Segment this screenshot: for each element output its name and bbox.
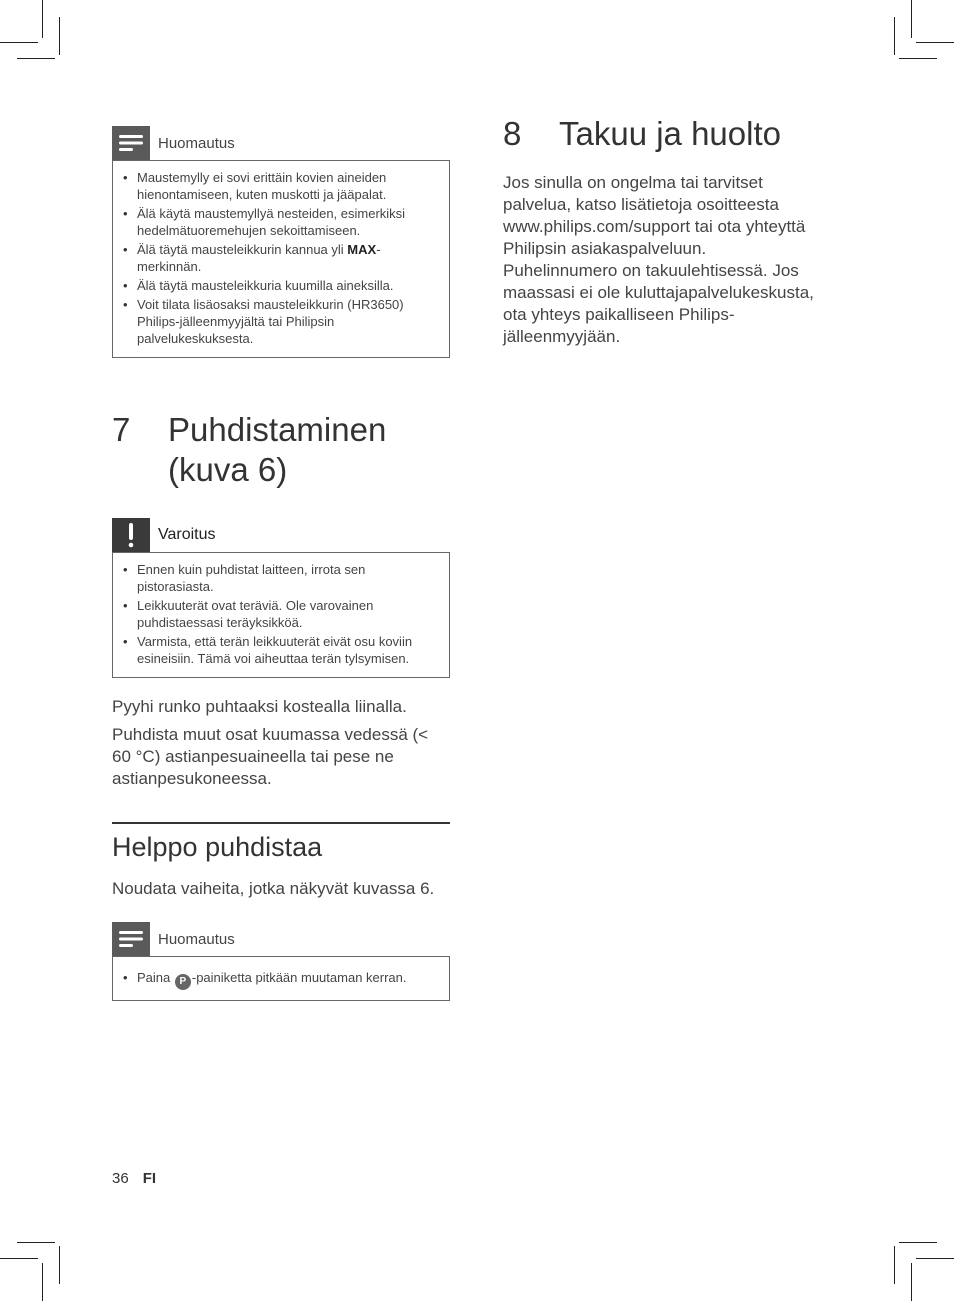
list-item: • Paina P -painiketta pitkään muutaman kerran. [121,969,441,990]
note-title: Huomautus [158,134,235,152]
crop-mark [911,1263,912,1301]
crop-mark [899,58,937,59]
cleaning-text [112,696,450,790]
crop-mark [42,0,43,38]
crop-mark [899,1242,937,1243]
crop-mark [42,1263,43,1301]
warning-title: Varoitus [158,526,216,543]
crop-mark [59,1246,60,1284]
left-column [112,126,450,1001]
warning-callout [112,518,450,678]
section-title: Helppo puhdistaa [112,832,323,862]
crop-mark [916,42,954,43]
warning-box [112,552,450,678]
crop-mark [17,58,55,59]
crop-mark [911,0,912,38]
chapter-7-heading: 7 Puhdistaminen (kuva 6) [112,411,387,488]
crop-mark [59,17,60,55]
exclamation-icon [112,518,150,552]
crop-mark [916,1258,954,1259]
crop-mark [894,1246,895,1284]
list-item: • Leikkuuterät ovat teräviä. Ole varovainen puhdistaessasi teräyksikköä. [121,597,441,631]
right-column [503,114,823,354]
crop-mark [17,1242,55,1243]
note-box [112,956,450,1001]
crop-mark [894,17,895,55]
chapter-8-heading: 8 Takuu ja huolto [503,115,781,152]
language-code: FI [142,1170,157,1187]
paragraph: Jos sinulla on ongelma tai tarvitset palvelua, katso lisätietoja osoitteesta www.philips.com/support tai ota yhteyttä Philipsin asiakaspalveluun. Puhelinnumero on takuulehtisessä. Jos maassasi ei ole kuluttajapalvelukeskusta, ota yhteys paikalliseen Philips-jälleenmyyjään. [503,173,814,346]
crop-mark [0,1258,38,1259]
note-callout [112,922,450,1001]
easy-clean-section [112,822,450,900]
list-item: • Ennen kuin puhdistat laitteen, irrota sen pistorasiasta. [121,561,441,595]
page-footer [112,1170,156,1187]
note-title: Huomautus [158,930,235,948]
list-item: • Älä täytä mausteleikkuria kuumilla aineksilla. [121,277,441,294]
list-item: • Varmista, että terän leikkuuterät eivät osu koviin esineisiin. Tämä voi aiheuttaa terän tylsymisen. [121,633,441,667]
list-item: • Voit tilata lisäosaksi mausteleikkurin (HR3650) Philips-jälleenmyyjältä tai Philipsin palvelukeskuksesta. [121,296,441,347]
list-item: • Älä täytä mausteleikkurin kannua yli MAX-merkinnän. [121,241,441,275]
paragraph: Noudata vaiheita, jotka näkyvät kuvassa 6. [112,879,435,898]
note-callout [112,126,450,358]
list-item: • Älä käytä maustemyllyä nesteiden, esimerkiksi hedelmätuoremehujen sekoittamiseen. [121,205,441,239]
note-lines-icon [112,126,150,160]
crop-mark [0,42,38,43]
power-button-icon: P [175,974,191,990]
note-box [112,160,450,358]
note-lines-icon [112,922,150,956]
paragraph: Pyyhi runko puhtaaksi kostealla liinalla. [112,697,407,716]
page-number: 36 [112,1170,129,1187]
list-item: • Maustemylly ei sovi erittäin kovien aineiden hienontamiseen, kuten muskotti ja jääpalat. [121,169,441,203]
paragraph: Puhdista muut osat kuumassa vedessä (< 60 °C) astianpesuaineella tai pese ne astianpesukoneessa. [112,725,429,788]
